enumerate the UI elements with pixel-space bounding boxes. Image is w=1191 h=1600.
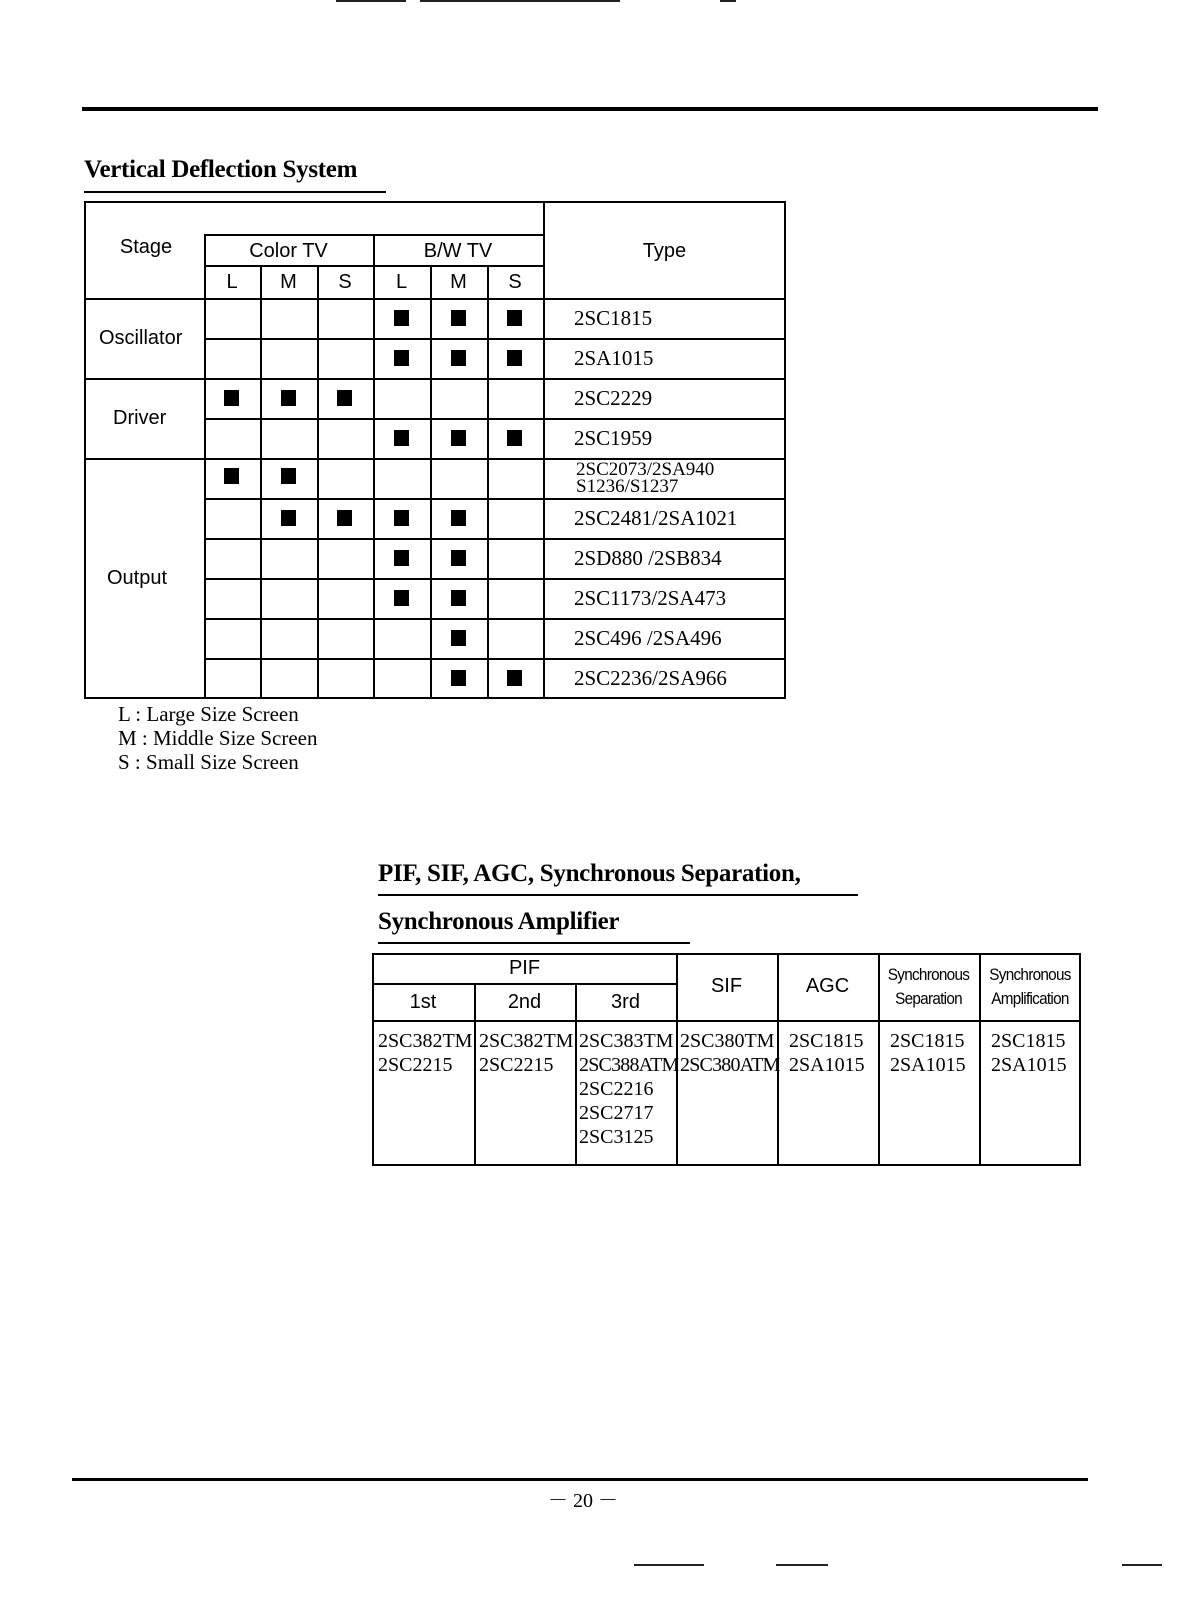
part-number: 2SC382TM — [479, 1030, 574, 1052]
scan-mark — [336, 0, 406, 2]
top-rule — [82, 107, 1098, 111]
grid-line — [487, 265, 489, 699]
filled-square-mark — [394, 510, 409, 526]
part-number: 2SC383TM — [579, 1030, 674, 1052]
filled-square-mark — [281, 510, 296, 526]
pif-title-line2: Synchronous Amplifier — [378, 908, 620, 935]
header-line: Synchronous — [887, 964, 970, 984]
sync-separation-column — [890, 1029, 966, 1077]
stage-output: Output — [107, 566, 168, 589]
part-number: 2SC2215 — [479, 1054, 554, 1076]
vertical-title-underline — [84, 191, 386, 193]
type-cell — [576, 458, 714, 498]
filled-square-mark — [451, 550, 466, 566]
page-number: － 20 － — [548, 1490, 618, 1512]
part-number: 2SC2717 — [579, 1102, 654, 1124]
type-cell: 2SC1959 — [574, 425, 653, 450]
pif-header: PIF — [508, 957, 541, 979]
type-cell: 2SC2481/2SA1021 — [574, 505, 738, 530]
filled-square-mark — [394, 430, 409, 446]
bottom-rule — [72, 1478, 1088, 1481]
pif-1st-header: 1st — [409, 990, 437, 1013]
type-line: S1236/S1237 — [576, 476, 679, 497]
filled-square-mark — [451, 310, 466, 326]
grid-line — [979, 953, 981, 1166]
filled-square-mark — [394, 350, 409, 366]
legend-item: S : Small Size Screen — [118, 750, 299, 774]
vertical-title: Vertical Deflection System — [84, 156, 358, 183]
type-cell: 2SC1815 — [574, 305, 653, 330]
part-number: 2SC380ATM — [680, 1054, 780, 1076]
pif-3rd-column — [579, 1029, 679, 1149]
type-cell: 2SC2229 — [574, 385, 653, 410]
pif-2nd-column — [479, 1029, 573, 1077]
grid-line — [204, 234, 206, 699]
pif-2nd-header: 2nd — [507, 990, 542, 1013]
size-legend — [118, 702, 317, 774]
agc-column — [789, 1029, 865, 1077]
size-header-l: L — [395, 270, 408, 293]
pif-3rd-header: 3rd — [611, 990, 640, 1013]
legend-item: M : Middle Size Screen — [118, 726, 318, 750]
header-line: Separation — [895, 988, 962, 1008]
filled-square-mark — [507, 310, 522, 326]
type-header: Type — [642, 239, 687, 262]
size-header-m: M — [280, 270, 297, 293]
filled-square-mark — [281, 390, 296, 406]
part-number: 2SC2215 — [378, 1054, 453, 1076]
type-cell: 2SD880 /2SB834 — [574, 545, 722, 570]
type-cell: 2SA1015 — [574, 345, 654, 370]
filled-square-mark — [394, 550, 409, 566]
filled-square-mark — [451, 630, 466, 646]
filled-square-mark — [451, 350, 466, 366]
grid-line — [204, 418, 786, 420]
pif-1st-column — [378, 1029, 472, 1077]
sif-column — [680, 1029, 780, 1077]
filled-square-mark — [394, 590, 409, 606]
vertical-deflection-table — [84, 201, 786, 699]
scan-mark — [720, 0, 736, 2]
type-cell: 2SC2236/2SA966 — [574, 665, 727, 690]
part-number: 2SC1815 — [991, 1030, 1066, 1052]
filled-square-mark — [451, 430, 466, 446]
grid-line — [878, 953, 880, 1166]
type-cell: 2SC496 /2SA496 — [574, 625, 722, 650]
grid-line — [317, 265, 319, 699]
filled-square-mark — [507, 430, 522, 446]
stage-header: Stage — [119, 235, 173, 258]
grid-line — [372, 1020, 1081, 1022]
scan-mark — [634, 1564, 704, 1566]
sync-separation-header — [883, 953, 974, 1020]
filled-square-mark — [507, 350, 522, 366]
filled-square-mark — [394, 310, 409, 326]
size-header-m: M — [450, 270, 467, 293]
bw-tv-header: B/W TV — [423, 239, 493, 262]
filled-square-mark — [451, 510, 466, 526]
sif-header: SIF — [710, 975, 743, 997]
part-number: 2SC382TM — [378, 1030, 473, 1052]
scan-mark — [776, 1564, 828, 1566]
sync-amplification-header — [984, 953, 1076, 1020]
pif-title-underline — [378, 942, 690, 944]
filled-square-mark — [451, 590, 466, 606]
size-header-s: S — [338, 270, 352, 293]
filled-square-mark — [281, 468, 296, 484]
part-number: 2SC2216 — [579, 1078, 654, 1100]
part-number: 2SA1015 — [991, 1054, 1067, 1076]
grid-line — [373, 234, 375, 699]
part-number: 2SC388ATM — [579, 1054, 679, 1076]
stage-oscillator: Oscillator — [99, 326, 183, 349]
filled-square-mark — [337, 510, 352, 526]
legend-item: L : Large Size Screen — [118, 702, 299, 726]
scan-mark — [1122, 1564, 1162, 1566]
size-header-s: S — [508, 270, 522, 293]
filled-square-mark — [451, 670, 466, 686]
type-line: 2SC2073/2SA940 — [576, 459, 715, 480]
size-header-l: L — [226, 270, 238, 293]
type-cell: 2SC1173/2SA473 — [574, 585, 727, 610]
grid-line — [204, 338, 786, 340]
part-number: 2SC1815 — [890, 1030, 965, 1052]
part-number: 2SC1815 — [789, 1030, 864, 1052]
filled-square-mark — [224, 390, 239, 406]
scan-mark — [420, 0, 620, 2]
header-line: Amplification — [991, 988, 1069, 1008]
part-number: 2SC3125 — [579, 1126, 654, 1148]
grid-line — [543, 201, 545, 699]
grid-line — [260, 265, 262, 699]
pif-title-underline — [378, 894, 858, 896]
stage-driver: Driver — [113, 406, 167, 429]
filled-square-mark — [337, 390, 352, 406]
agc-header: AGC — [805, 975, 850, 997]
color-tv-header: Color TV — [249, 239, 328, 262]
grid-line — [430, 265, 432, 699]
part-number: 2SA1015 — [890, 1054, 966, 1076]
part-number: 2SA1015 — [789, 1054, 865, 1076]
pif-title-line1: PIF, SIF, AGC, Synchronous Separation, — [378, 860, 801, 887]
part-number: 2SC380TM — [680, 1030, 775, 1052]
pif-sif-table — [372, 953, 1081, 1166]
filled-square-mark — [507, 670, 522, 686]
sync-amplification-column — [991, 1029, 1067, 1077]
header-line: Synchronous — [989, 964, 1071, 984]
filled-square-mark — [224, 468, 239, 484]
